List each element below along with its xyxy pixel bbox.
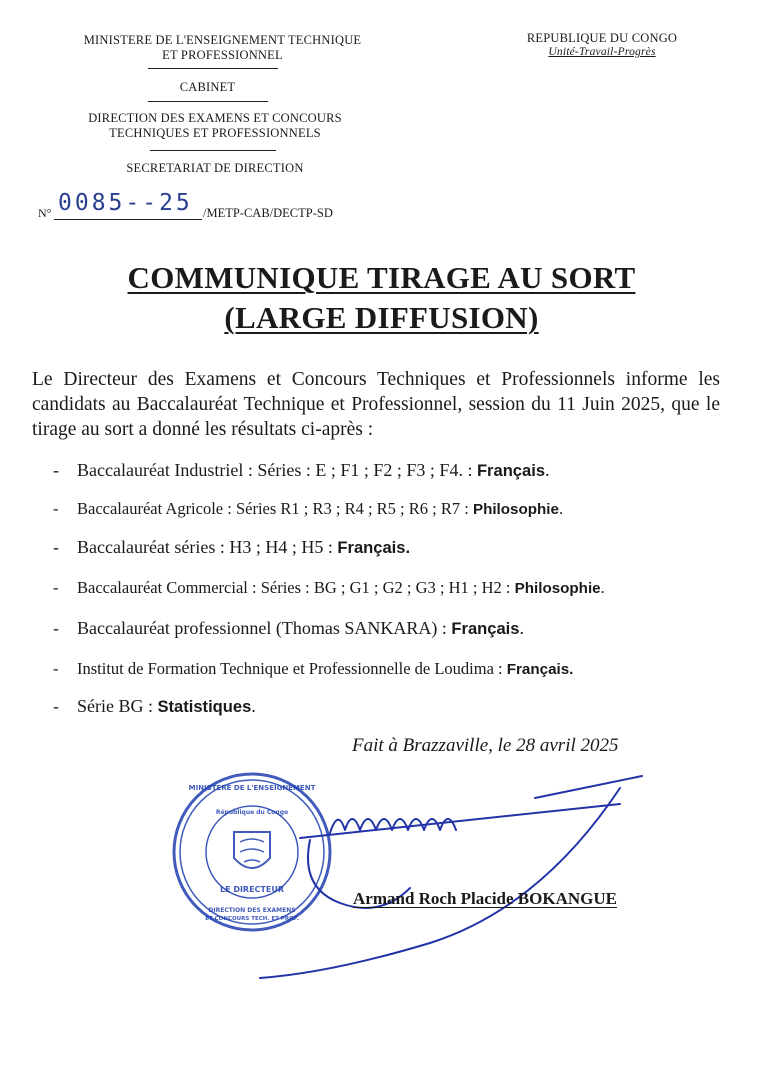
list-item: - Série BG : Statistiques. bbox=[53, 696, 256, 716]
list-item-end: . bbox=[545, 460, 550, 480]
list-item-subject: Statistiques bbox=[157, 697, 252, 716]
list-item-text: Baccalauréat Commercial : Séries : BG ; G1 ; G2 ; G3 ; H1 ; H2 : bbox=[77, 578, 515, 597]
intro-paragraph: Le Directeur des Examens et Concours Techniques et Professionnels informe les candidats au Baccalauréat Technique et Professionnel, session du 11 Juin 2025, que le tirage au sort a donné les résultats ci-après : bbox=[32, 369, 720, 440]
list-item-end: . bbox=[519, 618, 524, 638]
direction-name bbox=[55, 111, 375, 141]
list-item-subject: Français. bbox=[337, 538, 411, 557]
list-item: - Baccalauréat Agricole : Séries R1 ; R3 ; R4 ; R5 ; R6 ; R7 : Philosophie. bbox=[53, 499, 564, 518]
place-date: Fait à Brazzaville, le 28 avril 2025 bbox=[352, 735, 619, 756]
cabinet-label: CABINET bbox=[179, 80, 236, 94]
list-item-subject: Philosophie bbox=[472, 501, 559, 518]
list-item: - Baccalauréat professionnel (Thomas SANKARA) : Français. bbox=[53, 618, 524, 638]
list-item-subject: Philosophie bbox=[514, 580, 601, 597]
list-item-text: Baccalauréat Industriel : Séries : E ; F1 ; F2 ; F3 ; F4. : bbox=[77, 460, 477, 480]
list-item-text: Institut de Formation Technique et Professionnelle de Loudima : bbox=[77, 659, 507, 678]
list-item-end: . bbox=[251, 696, 256, 716]
stamp-inner-text: République du Congo bbox=[215, 809, 289, 816]
list-item-subject: Français bbox=[476, 461, 546, 480]
republic-name: REPUBLIQUE DU CONGO bbox=[526, 31, 678, 45]
reference-number: 0085--25 bbox=[58, 190, 193, 216]
list-item-text: Baccalauréat séries : H3 ; H4 ; H5 : bbox=[77, 537, 338, 557]
list-item-end: . bbox=[558, 499, 564, 518]
list-item-text: Série BG : bbox=[77, 696, 158, 716]
list-item-subject: Français. bbox=[506, 661, 574, 678]
reference-suffix: /METP-CAB/DECTP-SD bbox=[203, 206, 333, 220]
list-item-text: Baccalauréat Agricole : Séries R1 ; R3 ; R4 ; R5 ; R6 ; R7 : bbox=[77, 499, 473, 518]
divider bbox=[148, 101, 268, 102]
divider bbox=[150, 150, 276, 151]
stamp-ring-text: MINISTERE DE L'ENSEIGNEMENT bbox=[188, 784, 316, 792]
page-title-line-2: (LARGE DIFFUSION) bbox=[224, 300, 539, 335]
direction-line-1: DIRECTION DES EXAMENS ET CONCOURS bbox=[88, 111, 342, 125]
signatory-name: Armand Roch Placide BOKANGUE bbox=[353, 889, 617, 908]
divider bbox=[148, 68, 278, 69]
direction-line-2: TECHNIQUES ET PROFESSIONNELS bbox=[109, 126, 321, 140]
stamp-bottom-text: DIRECTION DES EXAMENS bbox=[208, 907, 296, 914]
reference-prefix: N° bbox=[38, 206, 52, 220]
list-item: - Baccalauréat Commercial : Séries : BG ; G1 ; G2 ; G3 ; H1 ; H2 : Philosophie. bbox=[53, 578, 605, 597]
reference-underline bbox=[54, 219, 202, 220]
reference-line bbox=[38, 192, 368, 222]
ministry-line-1: MINISTERE DE L'ENSEIGNEMENT TECHNIQUE bbox=[83, 33, 362, 47]
secretariat-label: SECRETARIAT DE DIRECTION bbox=[126, 161, 304, 175]
list-item-text: Baccalauréat professionnel (Thomas SANKARA) : bbox=[77, 618, 452, 638]
handwritten-signature bbox=[180, 768, 660, 993]
ministry-name bbox=[55, 33, 390, 63]
list-item-end: . bbox=[600, 578, 605, 597]
list-item: - Institut de Formation Technique et Professionnelle de Loudima : Français. bbox=[53, 659, 574, 678]
list-item-subject: Français bbox=[451, 619, 520, 638]
stamp-center-text: LE DIRECTEUR bbox=[219, 885, 285, 894]
list-item: - Baccalauréat Industriel : Séries : E ; F1 ; F2 ; F3 ; F4. : Français. bbox=[53, 460, 550, 480]
list-item: - Baccalauréat séries : H3 ; H4 ; H5 : Français. bbox=[53, 537, 411, 557]
stamp-bottom-text-2: ET CONCOURS TECH. ET PROF. bbox=[205, 916, 299, 922]
page-title-line-1: COMMUNIQUE TIRAGE AU SORT bbox=[127, 260, 636, 295]
ministry-line-2: ET PROFESSIONNEL bbox=[162, 48, 283, 62]
national-motto: Unité-Travail-Progrès bbox=[548, 46, 656, 58]
